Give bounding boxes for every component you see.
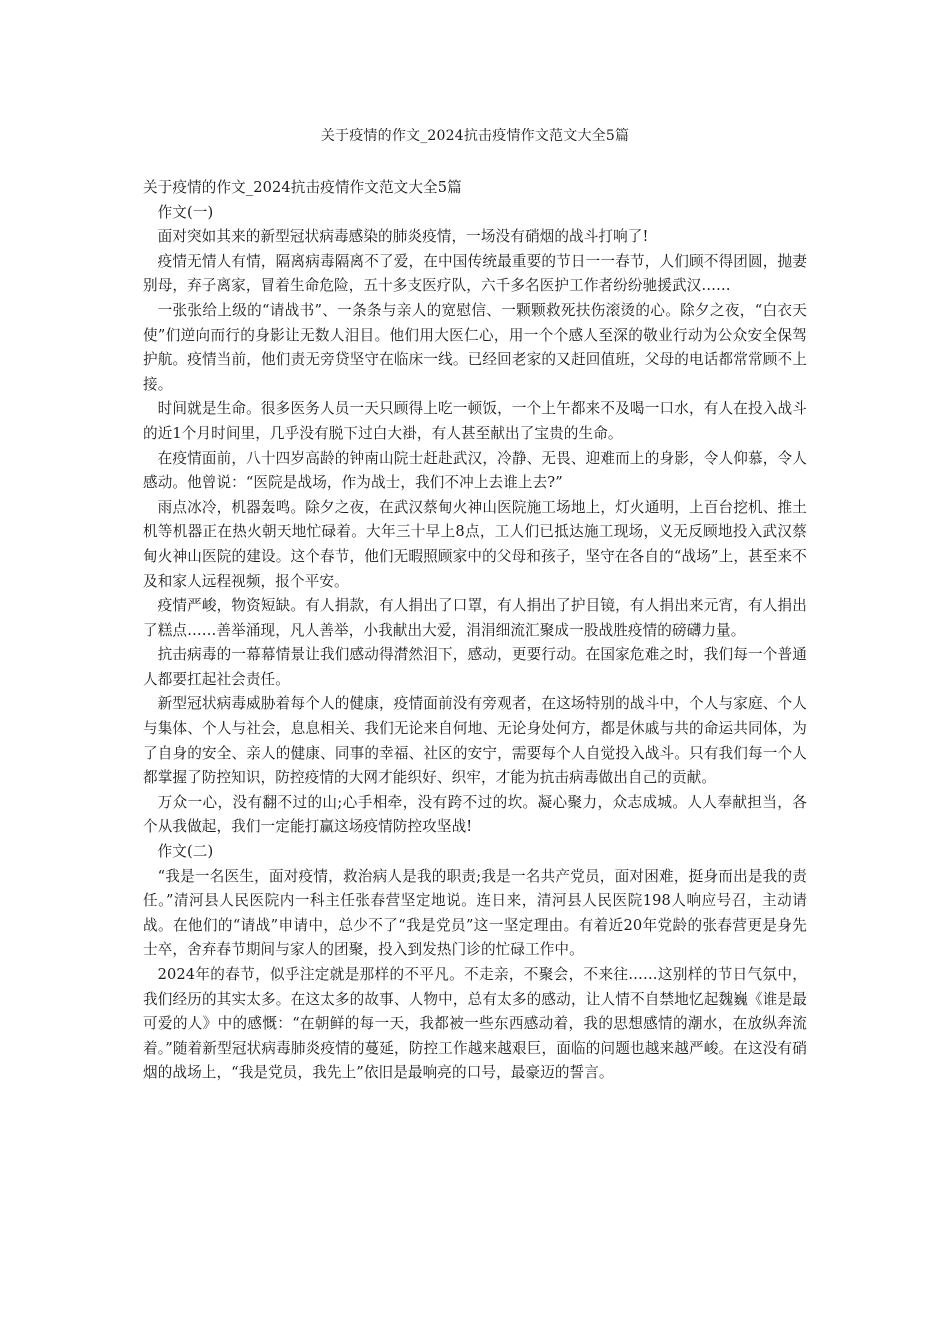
paragraph: “我是一名医生，面对疫情，救治病人是我的职责;我是一名共产党员，面对困难，挺身而出是我的责任。”清河县人民医院内一科主任张春营坚定地说。连日来，清河县人民医院198人响应号召，主动请战。在他们的“请战”申请中，总少不了“我是党员”这一坚定理由。有着近20年党龄的张春营更是身先士卒，舍弃春节期间与家人的团聚，投入到发热门诊的忙碌工作中。	[143, 867, 807, 959]
paragraph: 时间就是生命。很多医务人员一天只顾得上吃一顿饭，一个上午都来不及喝一口水，有人在投入战斗的近1个月时间里，几乎没有脱下过白大褂，有人甚至献出了宝贵的生命。	[143, 400, 807, 442]
paragraph: 万众一心，没有翻不过的山;心手相牵，没有跨不过的坎。凝心聚力，众志成城。人人奉献担当，各个从我做起，我们一定能打赢这场疫情防控攻坚战!	[143, 793, 807, 836]
section-heading: 作文(二)	[157, 843, 214, 861]
paragraph: 在疫情面前，八十四岁高龄的钟南山院士赶赴武汉，冷静、无畏、迎难而上的身影，令人仰慕，令人感动。他曾说：“医院是战场，作为战士，我们不冲上去谁上去?”	[143, 449, 807, 492]
paragraph: 新型冠状病毒威胁着每个人的健康，疫情面前没有旁观者，在这场特别的战斗中，个人与家庭、个人与集体、个人与社会，息息相关、我们无论来自何地、无论身处何方，都是休戚与共的命运共同体，为了自身的安全、亲人的健康、同事的幸福、社区的安宁，需要每个人自觉投入战斗。只有我们每一个人都掌握了防控知识，防控疫情的大网才能织好、织牢，才能为抗击病毒做出自己的贡献。	[143, 695, 807, 787]
section-heading: 作文(一)	[157, 203, 214, 221]
paragraph: 2024年的春节，似乎注定就是那样的不平凡。不走亲，不聚会，不来往……这别样的节日气氛中，我们经历的其实太多。在这太多的故事、人物中，总有太多的感动，让人情不自禁地忆起魏巍《谁是最可爱的人》中的感慨：“在朝鲜的每一天，我都被一些东西感动着，我的思想感情的潮水，在放纵奔流着。”随着新型冠状病毒肺炎疫情的蔓延，防控工作越来越艰巨，面临的问题也越来越严峻。在这没有硝烟的战场上，“我是党员，我先上”依旧是最响亮的口号，最豪迈的誓言。	[143, 966, 807, 1082]
paragraph: 雨点冰冷，机器轰鸣。除夕之夜，在武汉蔡甸火神山医院施工场地上，灯火通明，上百台挖机、推土机等机器正在热火朝天地忙碌着。大年三十早上8点，工人们已抵达施工现场，义无反顾地投入武汉蔡甸火神山医院的建设。这个春节，他们无暇照顾家中的父母和孩子，坚守在各自的“战场”上，甚至来不及和家人远程视频，报个平安。	[143, 498, 807, 590]
document-body	[143, 176, 807, 1086]
page-header-title: 关于疫情的作文_2024抗击疫情作文范文大全5篇	[320, 128, 630, 144]
paragraph: 抗击病毒的一幕幕情景让我们感动得潸然泪下，感动，更要行动。在国家危难之时，我们每一个普通人都要扛起社会责任。	[143, 646, 807, 688]
paragraph: 疫情严峻，物资短缺。有人捐款，有人捐出了口罩，有人捐出了护目镜，有人捐出来元宵，有人捐出了糕点……善举涌现，凡人善举，小我献出大爱，涓涓细流汇聚成一股战胜疫情的磅礴力量。	[143, 597, 807, 639]
document-title: 关于疫情的作文_2024抗击疫情作文范文大全5篇	[143, 179, 462, 196]
paragraph: 面对突如其来的新型冠状病毒感染的肺炎疫情，一场没有硝烟的战斗打响了!	[157, 228, 649, 246]
paragraph: 一张张给上级的“请战书”、一条条与亲人的宽慰信、一颗颗救死扶伤滚烫的心。除夕之夜，“白衣天使”们逆向而行的身影让无数人泪目。他们用大医仁心，用一个个感人至深的敬业行动为公众安全保驾护航。疫情当前，他们责无旁贷坚守在临床一线。已经回老家的又赶回值班，父母的电话都常常顾不上接。	[143, 301, 807, 393]
paragraph: 疫情无情人有情，隔离病毒隔离不了爱，在中国传统最重要的节日一一春节，人们顾不得团圆，抛妻别母，弃子离家，冒着生命危险，五十多支医疗队，六千多名医护工作者纷纷驰援武汉……	[143, 252, 807, 295]
